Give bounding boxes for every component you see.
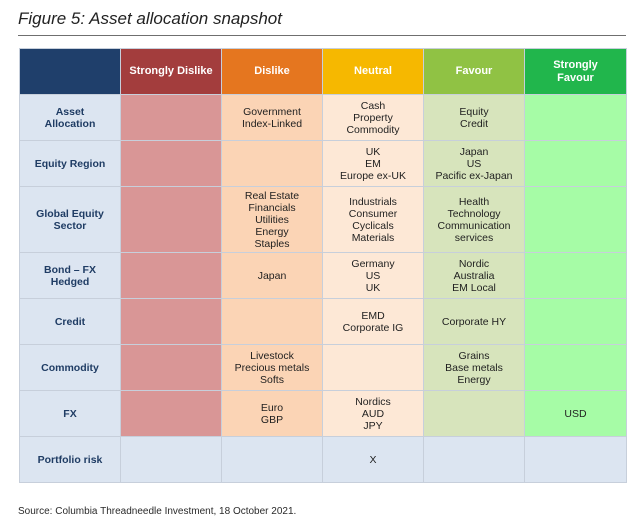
cell-dislike <box>222 141 323 187</box>
cell-favour: Health Technology Communication services <box>424 187 525 253</box>
table-row <box>20 437 627 483</box>
table-row <box>20 299 627 345</box>
row-label: FX <box>20 391 121 437</box>
cell-strongly-favour <box>525 437 627 483</box>
header-strongly-dislike: Strongly Dislike <box>121 49 222 95</box>
cell-favour <box>424 437 525 483</box>
table-row <box>20 253 627 299</box>
row-label: Bond – FX Hedged <box>20 253 121 299</box>
cell-dislike <box>222 299 323 345</box>
cell-strongly-dislike <box>121 345 222 391</box>
row-label: Asset Allocation <box>20 95 121 141</box>
cell-dislike <box>222 437 323 483</box>
cell-dislike: Real Estate Financials Utilities Energy Staples <box>222 187 323 253</box>
row-label: Credit <box>20 299 121 345</box>
cell-strongly-favour: USD <box>525 391 627 437</box>
cell-strongly-dislike <box>121 391 222 437</box>
cell-strongly-favour <box>525 187 627 253</box>
cell-dislike: Livestock Precious metals Softs <box>222 345 323 391</box>
cell-strongly-favour <box>525 345 627 391</box>
cell-favour: Equity Credit <box>424 95 525 141</box>
row-label: Portfolio risk <box>20 437 121 483</box>
cell-strongly-dislike <box>121 95 222 141</box>
cell-neutral: X <box>323 437 424 483</box>
cell-dislike: Japan <box>222 253 323 299</box>
table-row <box>20 391 627 437</box>
cell-strongly-dislike <box>121 253 222 299</box>
table-row <box>20 345 627 391</box>
header-corner <box>20 49 121 95</box>
header-strongly-favour: Strongly Favour <box>525 49 627 95</box>
cell-dislike: Euro GBP <box>222 391 323 437</box>
header-dislike: Dislike <box>222 49 323 95</box>
row-label: Commodity <box>20 345 121 391</box>
row-label: Global Equity Sector <box>20 187 121 253</box>
cell-neutral: Cash Property Commodity <box>323 95 424 141</box>
cell-strongly-dislike <box>121 299 222 345</box>
header-neutral: Neutral <box>323 49 424 95</box>
cell-strongly-dislike <box>121 141 222 187</box>
cell-neutral: EMD Corporate IG <box>323 299 424 345</box>
figure-title: Figure 5: Asset allocation snapshot <box>18 9 282 28</box>
cell-neutral: Nordics AUD JPY <box>323 391 424 437</box>
cell-strongly-favour <box>525 95 627 141</box>
header-favour: Favour <box>424 49 525 95</box>
row-label: Equity Region <box>20 141 121 187</box>
cell-favour: Grains Base metals Energy <box>424 345 525 391</box>
cell-strongly-favour <box>525 253 627 299</box>
header-row <box>20 49 627 95</box>
cell-strongly-favour <box>525 299 627 345</box>
table-row <box>20 187 627 253</box>
source-note: Source: Columbia Threadneedle Investment, 18 October 2021. <box>18 506 297 517</box>
title-divider <box>18 35 626 36</box>
cell-favour <box>424 391 525 437</box>
cell-dislike: Government Index-Linked <box>222 95 323 141</box>
allocation-table <box>19 48 627 483</box>
cell-favour: Japan US Pacific ex-Japan <box>424 141 525 187</box>
table-row <box>20 95 627 141</box>
cell-strongly-dislike <box>121 187 222 253</box>
cell-favour: Corporate HY <box>424 299 525 345</box>
cell-neutral <box>323 345 424 391</box>
cell-strongly-dislike <box>121 437 222 483</box>
cell-neutral: UK EM Europe ex-UK <box>323 141 424 187</box>
cell-strongly-favour <box>525 141 627 187</box>
cell-neutral: Germany US UK <box>323 253 424 299</box>
cell-neutral: Industrials Consumer Cyclicals Materials <box>323 187 424 253</box>
cell-favour: Nordic Australia EM Local <box>424 253 525 299</box>
table-row <box>20 141 627 187</box>
